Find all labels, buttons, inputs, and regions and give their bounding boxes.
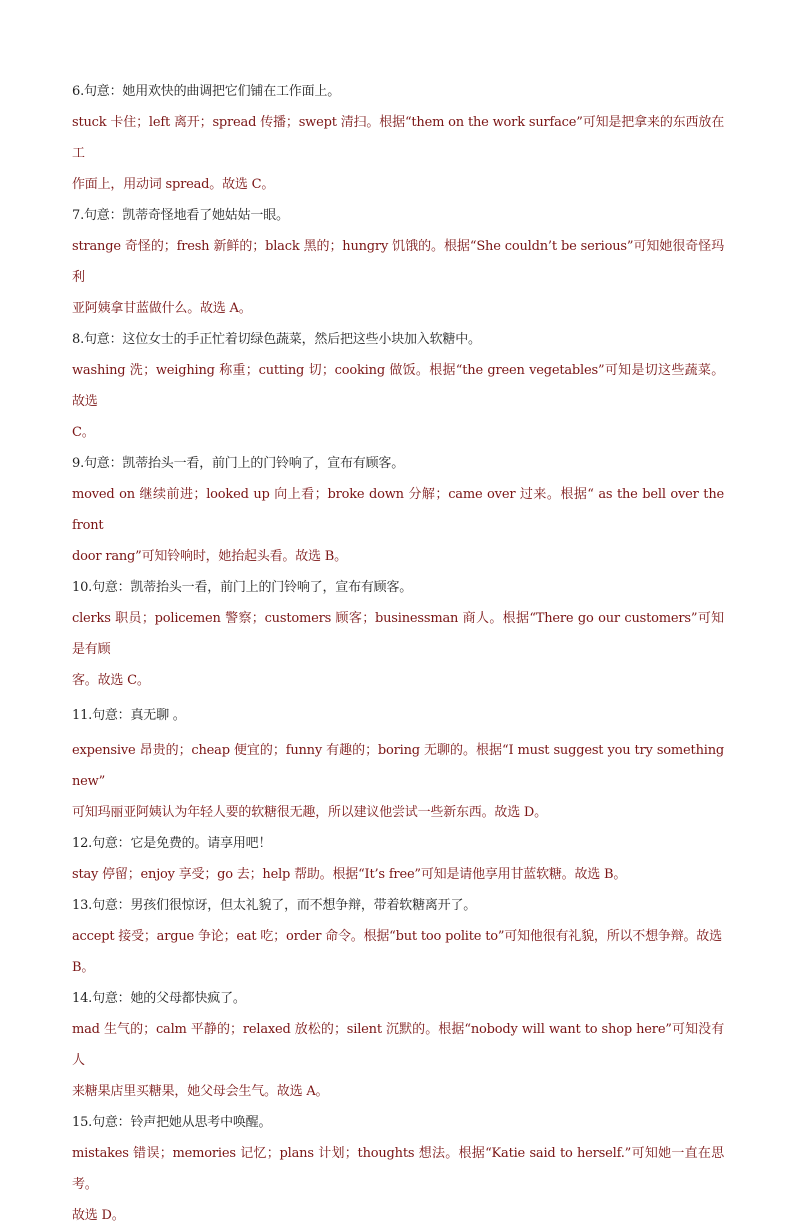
item-title: 10.句意：凯蒂抬头一看，前门上的门铃响了，宣布有顾客。 — [72, 580, 413, 595]
explanation-item-12 — [72, 828, 724, 890]
item-explanation-line: 来糖果店里买糖果，她父母会生气。故选 A。 — [72, 1084, 329, 1099]
item-title: 11.句意：真无聊 。 — [72, 708, 186, 723]
item-explanation-line: stuck 卡住；left 离开；spread 传播；swept 清扫。根据“them on the work surface”可知是把拿来的东西放在工 — [72, 115, 724, 161]
explanation-item-13 — [72, 890, 724, 983]
explanation-item-7 — [72, 200, 724, 324]
item-title: 6.句意：她用欢快的曲调把它们铺在工作面上。 — [72, 84, 341, 99]
item-explanation-line: 故选 D。 — [72, 1208, 125, 1223]
explanation-item-8 — [72, 324, 724, 448]
item-explanation-line: door rang”可知铃响时，她抬起头看。故选 B。 — [72, 549, 347, 564]
item-title: 7.句意：凯蒂奇怪地看了她姑姑一眼。 — [72, 208, 289, 223]
item-title: 14.句意：她的父母都快疯了。 — [72, 991, 246, 1006]
explanation-item-10 — [72, 572, 724, 696]
explanation-item-14 — [72, 983, 724, 1107]
item-explanation-line: mistakes 错误；memories 记忆；plans 计划；thoughts 想法。根据“Katie said to herself.”可知她一直在思考。 — [72, 1146, 724, 1192]
item-explanation-line: C。 — [72, 425, 95, 440]
item-explanation-line: 可知玛丽亚阿姨认为年轻人要的软糖很无趣，所以建议他尝试一些新东西。故选 D。 — [72, 805, 547, 820]
item-explanation-line: strange 奇怪的；fresh 新鲜的；black 黑的；hungry 饥饿的。根据“She couldn’t be serious”可知她很奇怪玛利 — [72, 239, 724, 285]
item-explanation-line: expensive 昂贵的；cheap 便宜的；funny 有趣的；boring 无聊的。根据“I must suggest you try something new” — [72, 743, 724, 789]
answer-explanations — [72, 76, 724, 1231]
item-explanation-line: clerks 职员；policemen 警察；customers 顾客；businessman 商人。根据“There go our customers”可知是有顾 — [72, 611, 724, 657]
item-explanation-line: mad 生气的；calm 平静的；relaxed 放松的；silent 沉默的。根据“nobody will want to shop here”可知没有人 — [72, 1022, 724, 1068]
item-title: 15.句意：铃声把她从思考中唤醒。 — [72, 1115, 272, 1130]
explanation-item-15 — [72, 1107, 724, 1231]
item-explanation-line: B。 — [72, 960, 95, 975]
explanation-item-9 — [72, 448, 724, 572]
item-title: 13.句意：男孩们很惊讶，但太礼貌了，而不想争辩，带着软糖离开了。 — [72, 898, 477, 913]
item-explanation-line: stay 停留；enjoy 享受；go 去；help 帮助。根据“It’s free”可知是请他享用甘蓝软糖。故选 B。 — [72, 867, 627, 882]
item-explanation-line: washing 洗；weighing 称重；cutting 切；cooking 做饭。根据“the green vegetables”可知是切这些蔬菜。故选 — [72, 363, 724, 409]
item-title: 9.句意：凯蒂抬头一看，前门上的门铃响了，宣布有顾客。 — [72, 456, 405, 471]
item-title: 8.句意：这位女士的手正忙着切绿色蔬菜，然后把这些小块加入软糖中。 — [72, 332, 481, 347]
item-explanation-line: 作面上，用动词 spread。故选 C。 — [72, 177, 275, 192]
item-explanation-line: 客。故选 C。 — [72, 673, 150, 688]
explanation-item-6 — [72, 76, 724, 200]
item-title: 12.句意：它是免费的。请享用吧！ — [72, 836, 272, 851]
explanation-item-11 — [72, 700, 724, 828]
item-explanation-line: accept 接受；argue 争论；eat 吃；order 命令。根据“but too polite to”可知他很有礼貌，所以不想争辩。故选 — [72, 929, 722, 944]
item-explanation-line: moved on 继续前进；looked up 向上看；broke down 分解；came over 过来。根据“ as the bell over the front — [72, 487, 724, 533]
item-explanation-line: 亚阿姨拿甘蓝做什么。故选 A。 — [72, 301, 252, 316]
